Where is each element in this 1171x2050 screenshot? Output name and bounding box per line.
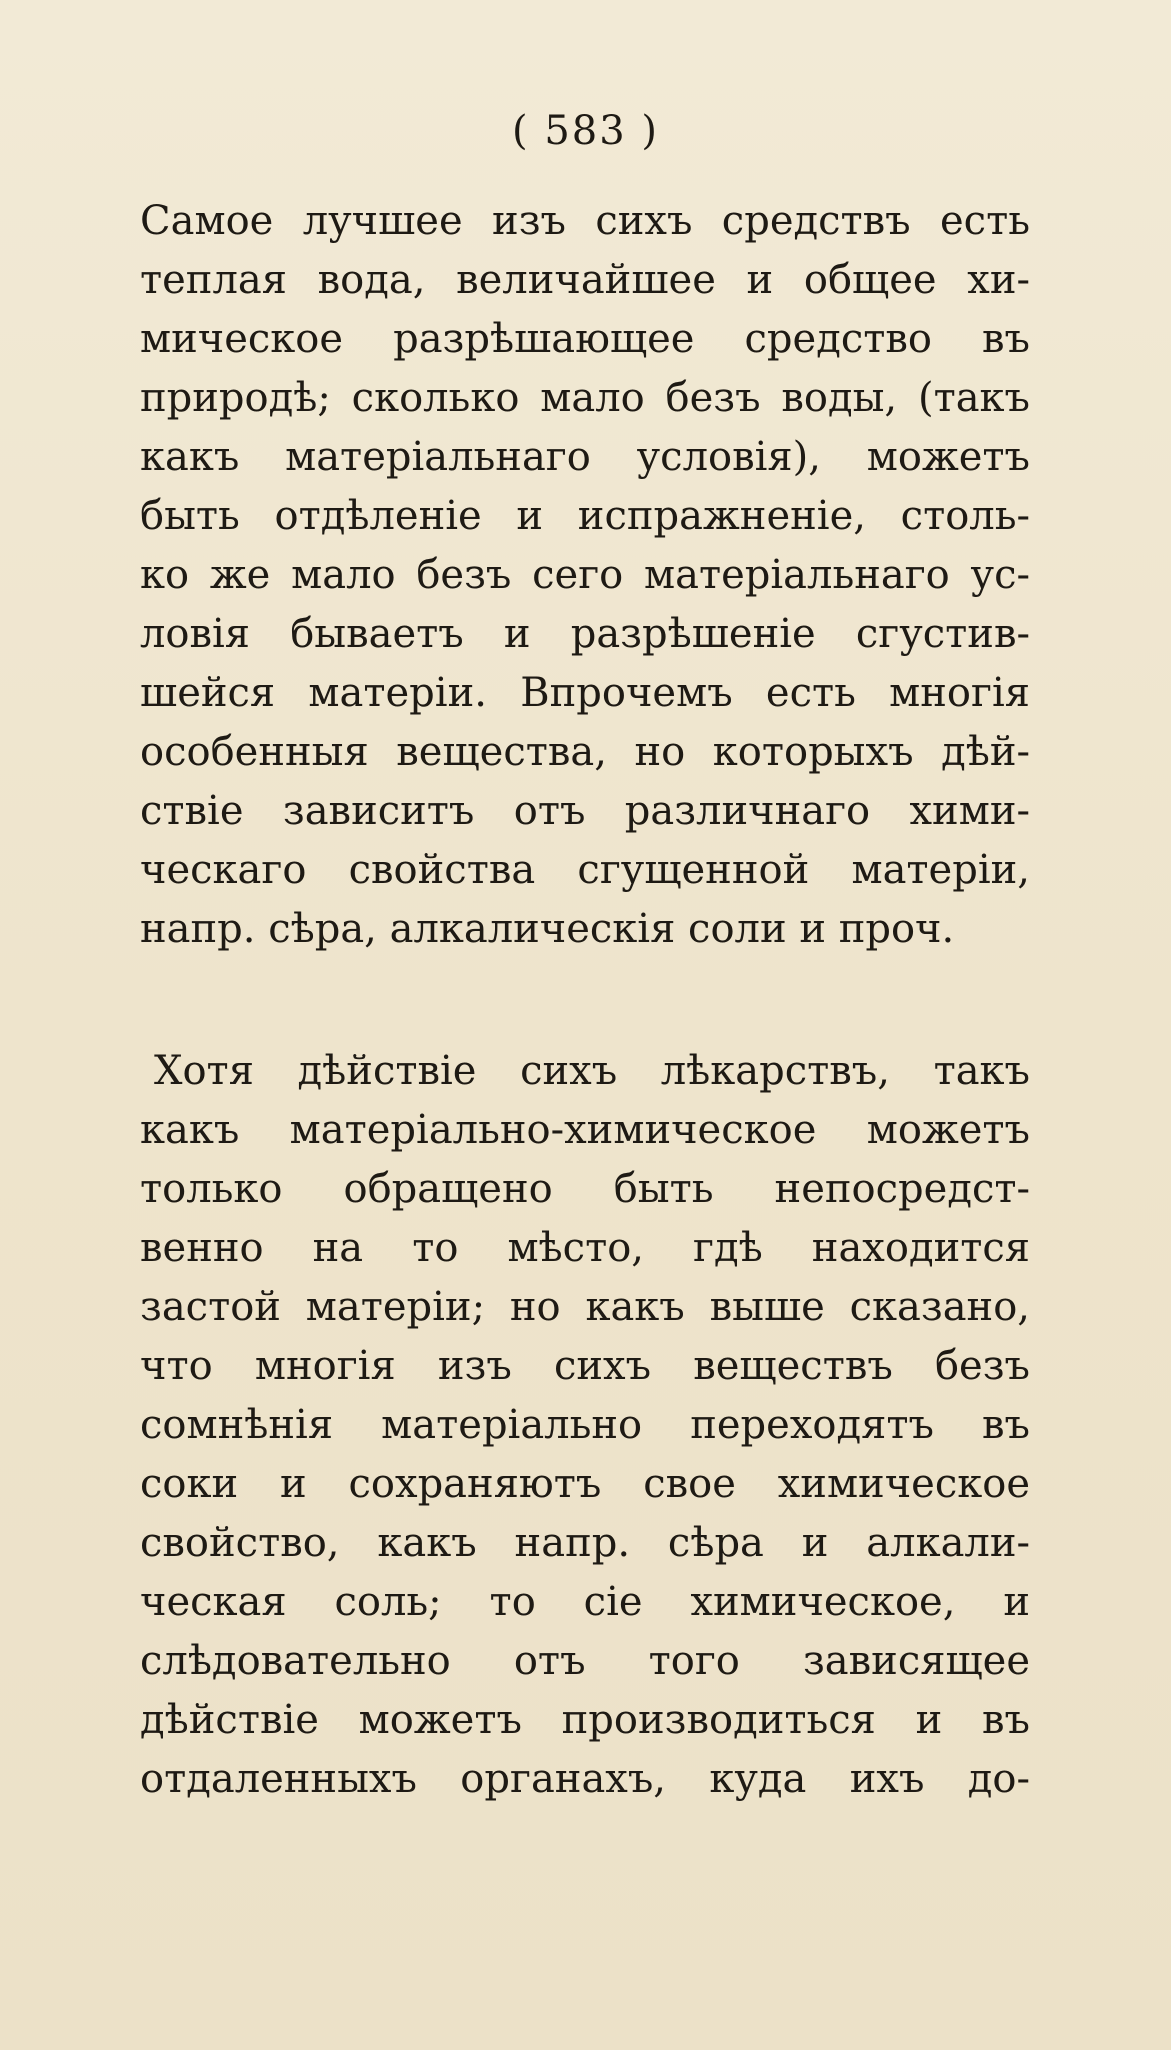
text-line: сомнѣнія матеріально переходятъ въ bbox=[140, 1402, 1030, 1448]
paragraph-2 bbox=[140, 1042, 1030, 1809]
text-line: природѣ; сколько мало безъ воды, (такъ bbox=[140, 375, 1030, 421]
text-line: соки и сохраняютъ свое химическое bbox=[140, 1461, 1030, 1507]
text-line: шейся матеріи. Впрочемъ есть многія bbox=[140, 670, 1030, 716]
text-line: особенныя вещества, но которыхъ дѣй- bbox=[140, 729, 1030, 775]
page-number: ( 583 ) bbox=[512, 108, 659, 154]
text-line: отдаленныхъ органахъ, куда ихъ до- bbox=[140, 1756, 1030, 1802]
text-line: слѣдовательно отъ того зависящее bbox=[140, 1638, 1030, 1684]
text-line: венно на то мѣсто, гдѣ находится bbox=[140, 1225, 1030, 1271]
text-line: какъ матеріальнаго условія), можетъ bbox=[140, 434, 1030, 480]
text-line: застой матеріи; но какъ выше сказано, bbox=[140, 1284, 1030, 1330]
text-line: ческая соль; то сіе химическое, и bbox=[140, 1579, 1030, 1625]
text-line: теплая вода, величайшее и общее хи- bbox=[140, 257, 1030, 303]
text-line: какъ матеріально-химическое можетъ bbox=[140, 1107, 1030, 1153]
text-line: ко же мало безъ сего матеріальнаго ус- bbox=[140, 552, 1030, 598]
text-line: Хотя дѣйствіе сихъ лѣкарствъ, такъ bbox=[154, 1048, 1030, 1094]
text-line: мическое разрѣшающее средство въ bbox=[140, 316, 1030, 362]
text-line: напр. сѣра, алкалическія соли и проч. bbox=[140, 906, 955, 952]
text-line: быть отдѣленіе и испражненіе, столь- bbox=[140, 493, 1030, 539]
text-line: ческаго свойства сгущенной матеріи, bbox=[140, 847, 1030, 893]
text-line: ловія бываетъ и разрѣшеніе сгустив- bbox=[140, 611, 1030, 657]
text-line: что многія изъ сихъ веществъ безъ bbox=[140, 1343, 1030, 1389]
text-line: ствіе зависитъ отъ различнаго хими- bbox=[140, 788, 1030, 834]
text-line: дѣйствіе можетъ производиться и въ bbox=[140, 1697, 1030, 1743]
paragraph-1 bbox=[140, 192, 1030, 959]
text-line: Самое лучшее изъ сихъ средствъ есть bbox=[140, 198, 1030, 244]
text-line: свойство, какъ напр. сѣра и алкали- bbox=[140, 1520, 1030, 1566]
text-line: только обращено быть непосредст- bbox=[140, 1166, 1030, 1212]
